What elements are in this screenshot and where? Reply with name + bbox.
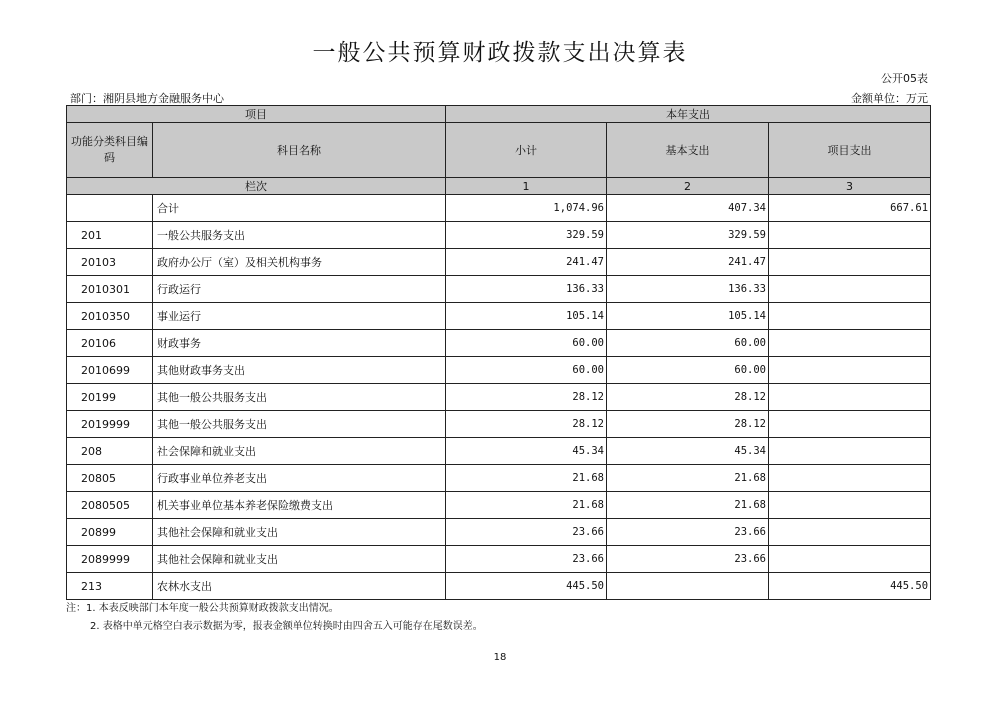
basic-cell: 23.66 (607, 546, 769, 573)
header-basic: 基本支出 (607, 123, 769, 178)
header-row-3 (67, 178, 931, 195)
table-row (67, 222, 931, 249)
department-label: 部门：湘阴县地方金融服务中心 (70, 92, 224, 105)
subtotal-cell: 60.00 (446, 330, 607, 357)
table-row (67, 573, 931, 600)
code-cell: 20199 (67, 384, 153, 411)
note-1: 注：1. 本表反映部门本年度一般公共预算财政拨款支出情况。 (66, 603, 339, 614)
table-row (67, 519, 931, 546)
code-cell: 20805 (67, 465, 153, 492)
project-cell (769, 303, 931, 330)
basic-cell: 60.00 (607, 357, 769, 384)
name-cell: 合计 (153, 195, 446, 222)
project-cell (769, 438, 931, 465)
basic-cell: 329.59 (607, 222, 769, 249)
basic-cell: 45.34 (607, 438, 769, 465)
form-number: 公开05表 (881, 72, 928, 85)
header-row-1 (67, 106, 931, 123)
code-cell: 20899 (67, 519, 153, 546)
project-cell (769, 546, 931, 573)
basic-cell: 21.68 (607, 465, 769, 492)
subtotal-cell: 23.66 (446, 519, 607, 546)
header-name: 科目名称 (153, 123, 446, 178)
code-cell: 20106 (67, 330, 153, 357)
subtotal-cell: 241.47 (446, 249, 607, 276)
subtotal-cell: 45.34 (446, 438, 607, 465)
subtotal-cell: 23.66 (446, 546, 607, 573)
header-current-year: 本年支出 (446, 106, 931, 123)
table-row (67, 384, 931, 411)
subtotal-cell: 28.12 (446, 411, 607, 438)
header-col-2: 2 (607, 178, 769, 195)
name-cell: 行政事业单位养老支出 (153, 465, 446, 492)
page-number: 18 (493, 652, 507, 663)
basic-cell: 241.47 (607, 249, 769, 276)
code-cell: 2080505 (67, 492, 153, 519)
name-cell: 政府办公厅（室）及相关机构事务 (153, 249, 446, 276)
code-cell: 2010301 (67, 276, 153, 303)
header-col-label: 栏次 (67, 178, 446, 195)
code-cell: 20103 (67, 249, 153, 276)
project-cell (769, 411, 931, 438)
code-cell: 2010350 (67, 303, 153, 330)
table-row (67, 303, 931, 330)
code-cell: 213 (67, 573, 153, 600)
basic-cell: 28.12 (607, 411, 769, 438)
basic-cell: 60.00 (607, 330, 769, 357)
name-cell: 行政运行 (153, 276, 446, 303)
basic-cell: 105.14 (607, 303, 769, 330)
name-cell: 其他一般公共服务支出 (153, 411, 446, 438)
code-cell: 2019999 (67, 411, 153, 438)
name-cell: 其他一般公共服务支出 (153, 384, 446, 411)
table-row (67, 276, 931, 303)
page-title: 一般公共预算财政拨款支出决算表 (312, 40, 688, 66)
basic-cell: 23.66 (607, 519, 769, 546)
code-cell: 2089999 (67, 546, 153, 573)
project-cell (769, 465, 931, 492)
name-cell: 财政事务 (153, 330, 446, 357)
subtotal-cell: 1,074.96 (446, 195, 607, 222)
project-cell (769, 357, 931, 384)
header-project-exp: 项目支出 (769, 123, 931, 178)
table-row (67, 411, 931, 438)
header-subtotal: 小计 (446, 123, 607, 178)
table-row (67, 465, 931, 492)
project-cell (769, 222, 931, 249)
header-project: 项目 (67, 106, 446, 123)
table-row (67, 195, 931, 222)
expenditure-table (66, 105, 931, 600)
subtotal-cell: 445.50 (446, 573, 607, 600)
table-row (67, 330, 931, 357)
table-row (67, 546, 931, 573)
basic-cell: 407.34 (607, 195, 769, 222)
code-cell (67, 195, 153, 222)
code-cell: 2010699 (67, 357, 153, 384)
name-cell: 事业运行 (153, 303, 446, 330)
subtotal-cell: 21.68 (446, 465, 607, 492)
subtotal-cell: 21.68 (446, 492, 607, 519)
project-cell (769, 384, 931, 411)
project-cell (769, 492, 931, 519)
basic-cell (607, 573, 769, 600)
name-cell: 机关事业单位基本养老保险缴费支出 (153, 492, 446, 519)
basic-cell: 28.12 (607, 384, 769, 411)
basic-cell: 21.68 (607, 492, 769, 519)
project-cell: 667.61 (769, 195, 931, 222)
table-row (67, 438, 931, 465)
unit-label: 金额单位：万元 (851, 92, 928, 105)
name-cell: 其他财政事务支出 (153, 357, 446, 384)
project-cell (769, 330, 931, 357)
subtotal-cell: 329.59 (446, 222, 607, 249)
note-2: 2. 表格中单元格空白表示数据为零，报表金额单位转换时由四舍五入可能存在尾数误差。 (90, 621, 483, 632)
table-row (67, 249, 931, 276)
table-row (67, 357, 931, 384)
subtotal-cell: 28.12 (446, 384, 607, 411)
subtotal-cell: 60.00 (446, 357, 607, 384)
project-cell: 445.50 (769, 573, 931, 600)
name-cell: 农林水支出 (153, 573, 446, 600)
header-col-3: 3 (769, 178, 931, 195)
code-cell: 208 (67, 438, 153, 465)
basic-cell: 136.33 (607, 276, 769, 303)
header-code: 功能分类科目编码 (67, 123, 153, 178)
subtotal-cell: 105.14 (446, 303, 607, 330)
code-cell: 201 (67, 222, 153, 249)
header-row-2 (67, 123, 931, 178)
name-cell: 其他社会保障和就业支出 (153, 519, 446, 546)
subtotal-cell: 136.33 (446, 276, 607, 303)
header-col-1: 1 (446, 178, 607, 195)
name-cell: 社会保障和就业支出 (153, 438, 446, 465)
name-cell: 其他社会保障和就业支出 (153, 546, 446, 573)
table-row (67, 492, 931, 519)
project-cell (769, 249, 931, 276)
project-cell (769, 519, 931, 546)
name-cell: 一般公共服务支出 (153, 222, 446, 249)
project-cell (769, 276, 931, 303)
